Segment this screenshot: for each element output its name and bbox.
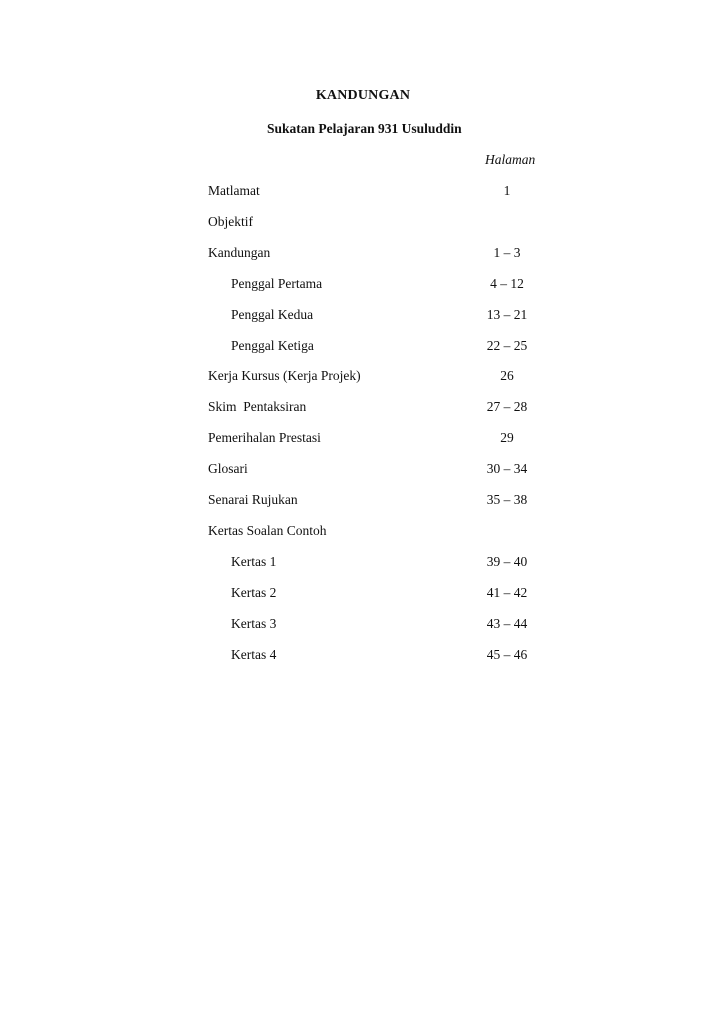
toc-entry-label: Kertas Soalan Contoh: [208, 523, 327, 538]
toc-entry-label: Penggal Kedua: [231, 307, 314, 322]
toc-entry: [0, 307, 728, 325]
toc-entry-pages: 22 – 25: [486, 338, 528, 353]
toc-entry-pages: 4 – 12: [490, 276, 524, 291]
toc-entry-pages: 30 – 34: [486, 461, 528, 476]
toc-entry-pages: 39 – 40: [486, 554, 528, 569]
page-title-text: KANDUNGAN: [315, 88, 411, 103]
toc-entry-label: Kandungan: [208, 245, 271, 260]
toc-entry-label: Kertas 3: [231, 616, 277, 631]
toc-entry: [0, 461, 728, 479]
toc-entry: [0, 492, 728, 510]
toc-entry: [0, 399, 728, 417]
toc-entry: [0, 554, 728, 572]
toc-entry-label: Kerja Kursus (Kerja Projek): [208, 368, 361, 383]
toc-entry-pages: 1: [503, 183, 511, 198]
page-title: [0, 88, 728, 104]
page-subtitle: Sukatan Pelajaran 931 Usuluddin: [267, 121, 462, 136]
toc-entry: [0, 647, 728, 665]
toc-entry-label: Senarai Rujukan: [208, 492, 298, 507]
toc-entry-label: Glosari: [208, 461, 248, 476]
toc-entry-label: Matlamat: [208, 183, 260, 198]
toc-entry-pages: 27 – 28: [486, 399, 528, 414]
toc-entry-pages: 13 – 21: [486, 307, 528, 322]
toc-entry-pages: 29: [500, 430, 514, 445]
toc-entry: [0, 276, 728, 294]
toc-entry-pages: 45 – 46: [486, 647, 528, 662]
pages-column-header: Halaman: [485, 152, 536, 167]
toc-entry: [0, 338, 728, 356]
toc-entry: [0, 214, 728, 232]
toc-entry-pages: 26: [500, 368, 514, 383]
toc-entry-pages: 43 – 44: [486, 616, 528, 631]
toc-entry-label: Objektif: [208, 214, 253, 229]
toc-entry: [0, 183, 728, 201]
toc-entry-pages: 35 – 38: [486, 492, 528, 507]
toc-entry-pages: 41 – 42: [486, 585, 528, 600]
toc-entry-label: Skim Pentaksiran: [208, 399, 307, 414]
toc-entry-label: Kertas 1: [231, 554, 277, 569]
toc-entry-label: Kertas 2: [231, 585, 277, 600]
toc-entry-label: Kertas 4: [231, 647, 277, 662]
toc-entry: [0, 245, 728, 263]
toc-entry: [0, 585, 728, 603]
toc-entry: [0, 523, 728, 541]
toc-entry: [0, 368, 728, 386]
toc-entry: [0, 616, 728, 634]
toc-entry-label: Pemerihalan Prestasi: [208, 430, 321, 445]
toc-entry: [0, 430, 728, 448]
toc-entry-label: Penggal Ketiga: [231, 338, 314, 353]
toc-entry-pages: 1 – 3: [493, 245, 521, 260]
toc-entry-label: Penggal Pertama: [231, 276, 323, 291]
